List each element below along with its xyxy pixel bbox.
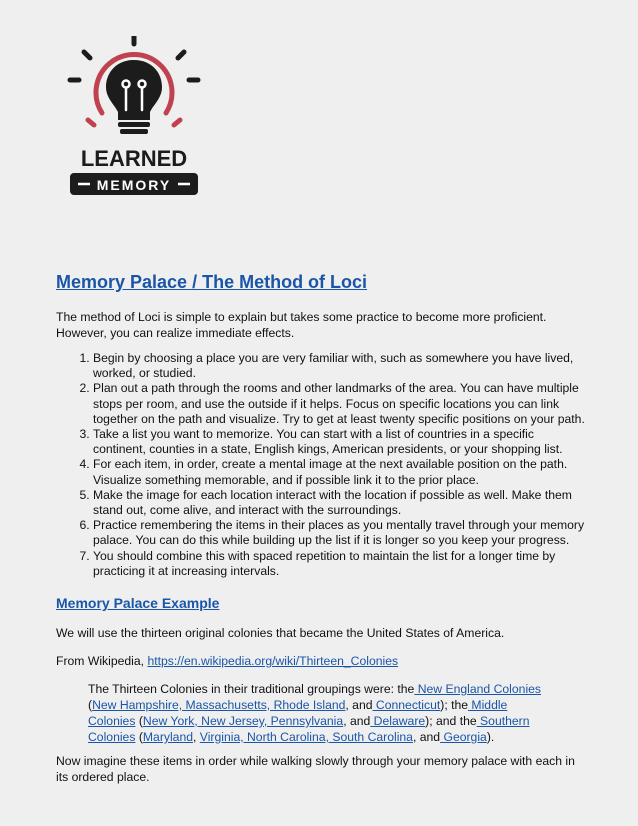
quote-text: , and [412,730,441,744]
lightbulb-icon [64,36,204,201]
source-paragraph [56,653,398,669]
list-item: 1. Begin by choosing a place you are very familiar with, such as somewhere you have lived, worked, or studied. [93,351,588,381]
colonies-quote [88,681,558,745]
quote-text: ( [135,730,143,744]
example-heading: Memory Palace Example [56,595,220,611]
new-england-states-link[interactable]: New Hampshire, Massachusetts, Rhode Island [92,698,346,712]
closing-paragraph: Now imagine these items in order while walking slowly through your memory palace with each in its ordered place. [56,754,575,784]
quote-text: The Thirteen Colonies in their traditional groupings were: the [88,682,415,696]
list-item: 2. Plan out a path through the rooms and other landmarks of the area. You can have multiple stops per room, and use the outside if it helps. Focus on specific locations you can link together on the path and visualize. Try to get at least twenty specific positions on your path. [93,381,588,427]
middle-states-link[interactable]: New York, New Jersey, Pennsylvania [142,714,344,728]
list-item: 3. Take a list you want to memorize. You can start with a list of countries in a specific continent, counties in a state, English kings, American presidents, or your shopping list. [93,427,588,457]
intro-paragraph: The method of Loci is simple to explain but takes some practice to become more proficient. However, you can realize immediate effects. [56,310,547,340]
quote-text: , [193,730,200,744]
maryland-link[interactable]: Maryland [142,730,194,744]
quote-text: ); the [440,698,469,712]
source-prefix: From Wikipedia, [56,654,148,668]
learned-memory-logo [64,36,204,201]
list-item: 4. For each item, in order, create a mental image at the next available position on the path. Visualize something memorable, and if possible link it to the prior place. [93,457,588,487]
southern-colonies-link[interactable]: Southern Colonies [88,714,530,744]
wikipedia-link[interactable]: https://en.wikipedia.org/wiki/Thirteen_Colonies [147,654,399,668]
page-title: Memory Palace / The Method of Loci [56,272,368,292]
example-intro: We will use the thirteen original colonies that became the United States of America. [56,626,505,640]
delaware-link[interactable]: Delaware [370,714,426,728]
quote-text: ( [135,714,143,728]
list-item: 5. Make the image for each location interact with the location if possible as well. Make them stand out, come alive, and interact with the surroundings. [93,488,588,518]
quote-text: , and [343,714,371,728]
connecticut-link[interactable]: Connecticut [372,698,441,712]
quote-text: ( [88,698,93,712]
quote-text: ). [486,730,495,744]
georgia-link[interactable]: Georgia [440,730,487,744]
quote-text: , and [345,698,373,712]
logo-line2: MEMORY [96,177,172,193]
quote-text: ); and the [425,714,477,728]
logo-line1: LEARNED [80,146,188,171]
list-item: 7. You should combine this with spaced repetition to maintain the list for a longer time by practicing it at increasing intervals. [93,549,588,579]
new-england-colonies-link[interactable]: New England Colonies [414,682,542,696]
steps-list [56,351,588,579]
southern-states-link[interactable]: Virginia, North Carolina, South Carolina [199,730,413,744]
list-item: 6. Practice remembering the items in their places as you mentally travel through your memory palace. You can do this while building up the list if it is longer so you keep your progress. [93,518,588,548]
middle-colonies-link[interactable]: Middle Colonies [88,698,508,728]
